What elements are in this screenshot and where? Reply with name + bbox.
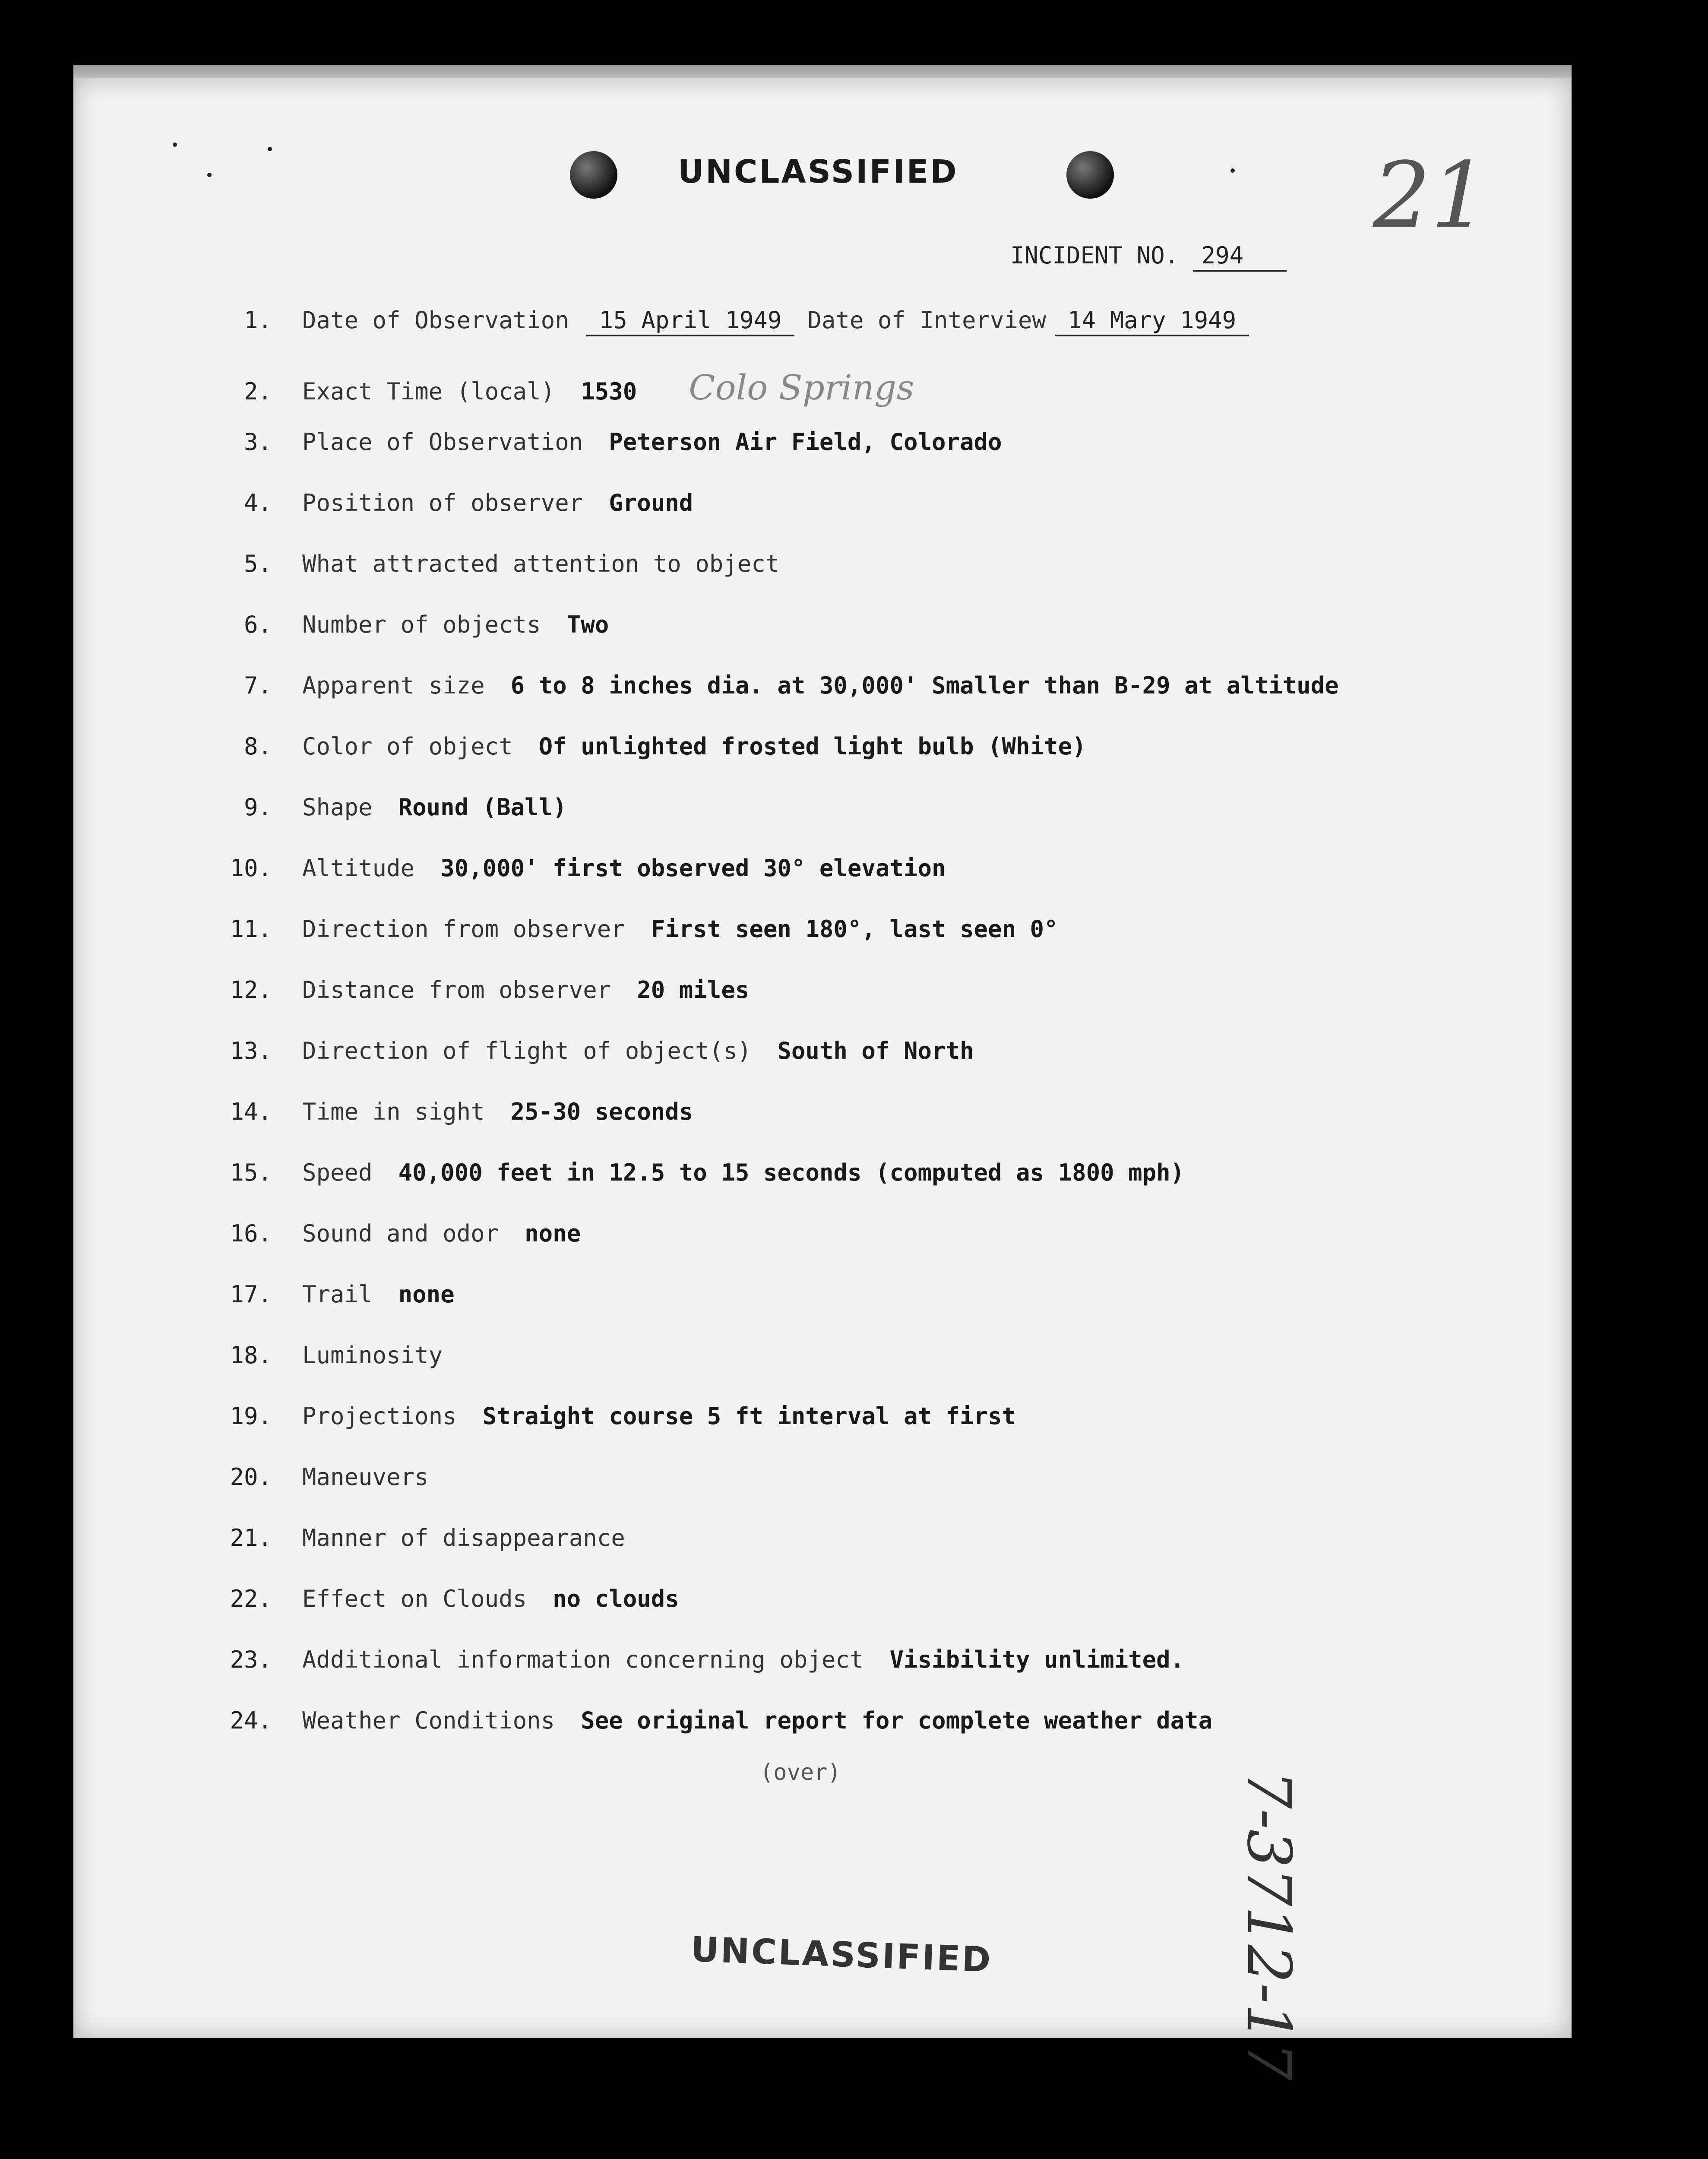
field-label: Manner of disappearance bbox=[302, 1524, 625, 1551]
handwritten-annotation: Colo Springs bbox=[689, 367, 914, 408]
form-field-row bbox=[199, 733, 1086, 760]
field-number: 5. bbox=[244, 550, 272, 577]
field-number: 2. bbox=[244, 378, 272, 405]
field-number: 19. bbox=[230, 1402, 272, 1430]
field-value: South of North bbox=[777, 1037, 974, 1064]
field-label-secondary: Date of Interview bbox=[807, 307, 1047, 334]
field-label: Date of Observation bbox=[302, 307, 569, 334]
field-label: Color of object bbox=[302, 733, 513, 760]
field-label: Effect on Clouds bbox=[302, 1585, 527, 1612]
field-label: Altitude bbox=[302, 855, 415, 882]
field-label: Trail bbox=[302, 1281, 373, 1308]
form-field-row bbox=[199, 1220, 581, 1247]
field-value: none bbox=[398, 1281, 455, 1308]
form-field-row bbox=[199, 1281, 455, 1308]
field-value: Visibility unlimited. bbox=[889, 1646, 1185, 1673]
handwritten-page-number: 21 bbox=[1373, 142, 1489, 248]
field-number: 9. bbox=[244, 794, 272, 821]
field-number: 17. bbox=[230, 1281, 272, 1308]
form-field-row bbox=[199, 1402, 1016, 1430]
form-field-row bbox=[199, 1159, 1184, 1186]
form-field-row bbox=[199, 1463, 429, 1491]
field-label: Shape bbox=[302, 794, 373, 821]
form-field-row bbox=[199, 489, 693, 516]
form-field-row bbox=[199, 794, 567, 821]
field-value: Straight course 5 ft interval at first bbox=[482, 1402, 1016, 1430]
form-field-row bbox=[199, 428, 1002, 456]
field-number: 20. bbox=[230, 1463, 272, 1491]
field-number: 4. bbox=[244, 489, 272, 516]
incident-label: INCIDENT NO. bbox=[1010, 242, 1179, 269]
speck bbox=[1230, 168, 1235, 173]
punch-hole-right bbox=[1066, 151, 1114, 199]
field-number: 8. bbox=[244, 733, 272, 760]
field-number: 24. bbox=[230, 1707, 272, 1734]
field-value: First seen 180°, last seen 0° bbox=[651, 915, 1058, 943]
speck bbox=[207, 173, 212, 177]
field-value: See original report for complete weather data bbox=[581, 1707, 1213, 1734]
form-field-row bbox=[199, 1585, 679, 1612]
field-number: 11. bbox=[230, 915, 272, 943]
field-label: Sound and odor bbox=[302, 1220, 499, 1247]
speck bbox=[268, 147, 272, 151]
field-label: What attracted attention to object bbox=[302, 550, 780, 577]
field-number: 14. bbox=[230, 1098, 272, 1125]
classification-stamp-bottom: UNCLASSIFIED bbox=[690, 1929, 993, 1980]
field-label: Apparent size bbox=[302, 672, 485, 699]
field-value: 20 miles bbox=[637, 976, 750, 1004]
field-value: 25-30 seconds bbox=[510, 1098, 693, 1125]
speck bbox=[173, 142, 177, 147]
field-value: 6 to 8 inches dia. at 30,000' Smaller than B-29 at altitude bbox=[510, 672, 1339, 699]
field-value: Two bbox=[566, 611, 609, 638]
field-value: no clouds bbox=[553, 1585, 679, 1612]
field-value: Round (Ball) bbox=[398, 794, 567, 821]
field-label: Speed bbox=[302, 1159, 373, 1186]
field-value: 15 April 1949 bbox=[586, 307, 795, 336]
form-field-row bbox=[199, 915, 1058, 943]
classification-stamp-top: UNCLASSIFIED bbox=[678, 153, 958, 190]
field-label: Direction from observer bbox=[302, 915, 625, 943]
over-note: (over) bbox=[760, 1760, 841, 1785]
field-value: Of unlighted frosted light bulb (White) bbox=[538, 733, 1086, 760]
field-label: Place of Observation bbox=[302, 428, 583, 456]
field-label: Projections bbox=[302, 1402, 457, 1430]
form-field-row bbox=[199, 550, 779, 577]
form-field-row bbox=[199, 855, 946, 882]
field-number: 16. bbox=[230, 1220, 272, 1247]
incident-number-line bbox=[1010, 242, 1287, 272]
field-label: Weather Conditions bbox=[302, 1707, 555, 1734]
field-number: 10. bbox=[230, 855, 272, 882]
field-label: Number of objects bbox=[302, 611, 541, 638]
field-value: 1530 bbox=[581, 378, 637, 405]
field-value: 40,000 feet in 12.5 to 15 seconds (computed as 1800 mph) bbox=[398, 1159, 1185, 1186]
field-number: 18. bbox=[230, 1342, 272, 1369]
field-number: 13. bbox=[230, 1037, 272, 1064]
handwritten-file-number: 7-3712-17 bbox=[1234, 1770, 1304, 2081]
field-number: 23. bbox=[230, 1646, 272, 1673]
form-field-row bbox=[199, 672, 1339, 699]
field-value: none bbox=[525, 1220, 581, 1247]
field-label: Exact Time (local) bbox=[302, 378, 555, 405]
form-field-row bbox=[199, 1098, 693, 1125]
field-value: Peterson Air Field, Colorado bbox=[609, 428, 1002, 456]
form-field-row bbox=[199, 367, 914, 408]
field-label: Distance from observer bbox=[302, 976, 611, 1004]
field-value-secondary: 14 Mary 1949 bbox=[1055, 307, 1249, 336]
form-field-row bbox=[199, 1342, 443, 1369]
field-label: Direction of flight of object(s) bbox=[302, 1037, 752, 1064]
field-number: 15. bbox=[230, 1159, 272, 1186]
field-number: 6. bbox=[244, 611, 272, 638]
form-field-row bbox=[199, 611, 609, 638]
field-number: 12. bbox=[230, 976, 272, 1004]
incident-number: 294 bbox=[1193, 242, 1287, 272]
field-number: 3. bbox=[244, 428, 272, 456]
form-field-row bbox=[199, 1646, 1184, 1673]
field-label: Luminosity bbox=[302, 1342, 443, 1369]
form-field-row bbox=[199, 1037, 974, 1064]
field-number: 1. bbox=[244, 307, 272, 334]
form-field-row bbox=[199, 976, 749, 1004]
punch-hole-left bbox=[570, 151, 617, 199]
field-label: Position of observer bbox=[302, 489, 583, 516]
field-label: Maneuvers bbox=[302, 1463, 429, 1491]
field-value: Ground bbox=[609, 489, 693, 516]
field-number: 21. bbox=[230, 1524, 272, 1551]
form-field-row bbox=[199, 1707, 1212, 1734]
field-value: 30,000' first observed 30° elevation bbox=[440, 855, 946, 882]
field-label: Additional information concerning object bbox=[302, 1646, 864, 1673]
form-field-row bbox=[199, 307, 1249, 336]
field-number: 22. bbox=[230, 1585, 272, 1612]
form-field-row bbox=[199, 1524, 625, 1551]
field-number: 7. bbox=[244, 672, 272, 699]
field-label: Time in sight bbox=[302, 1098, 485, 1125]
